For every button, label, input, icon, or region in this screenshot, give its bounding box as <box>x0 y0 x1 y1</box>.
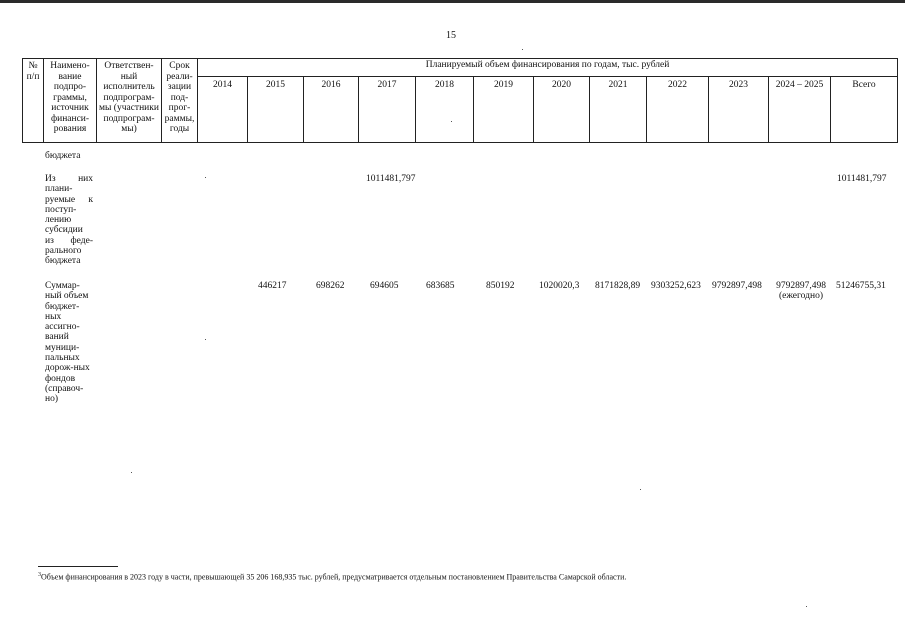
row-summary-2017: 694605 <box>370 281 399 291</box>
scan-speck <box>806 606 807 607</box>
scan-speck <box>205 177 206 178</box>
footnote-mark: 3 <box>38 572 41 578</box>
row-summary-2018: 683685 <box>426 281 455 291</box>
header-total: Всего <box>831 77 898 143</box>
row-summary-2019: 850192 <box>486 281 515 291</box>
row-summary-2016: 698262 <box>316 281 345 291</box>
scan-speck <box>522 49 523 50</box>
header-number: № п/п <box>23 59 44 143</box>
header-year-2023: 2023 <box>709 77 769 143</box>
row-subsidy-total: 1011481,797 <box>837 174 887 184</box>
row-summary-2024-2025-note: (ежегодно) <box>778 291 823 301</box>
header-year-2019: 2019 <box>474 77 534 143</box>
footnote-separator <box>38 566 118 567</box>
row-summary-2021: 8171828,89 <box>595 281 641 291</box>
header-year-2016: 2016 <box>304 77 359 143</box>
header-year-2015: 2015 <box>248 77 304 143</box>
header-year-2021: 2021 <box>590 77 647 143</box>
header-executor: Ответствен-ный исполнитель подпрограм-мы (участники подпрограм-мы) <box>97 59 162 143</box>
header-term: Срок реали-зации под-прог-раммы, годы <box>162 59 198 143</box>
header-year-2020: 2020 <box>534 77 590 143</box>
footnote <box>38 572 626 582</box>
row-summary-2024-2025-value: 9792897,498 <box>776 281 826 291</box>
header-year-2017: 2017 <box>359 77 416 143</box>
footnote-text: Объем финансирования в 2023 году в части, превышающей 35 206 168,935 тыс. рублей, предусматривается отдельным постановлением Правительства Самарской области. <box>41 572 627 582</box>
header-year-2024-2025: 2024 – 2025 <box>769 77 831 143</box>
row-summary-total: 51246755,31 <box>836 281 886 291</box>
row-summary-2022: 9303252,623 <box>651 281 701 291</box>
scan-speck <box>451 121 452 122</box>
scan-speck <box>131 472 132 473</box>
row-subsidy-2017: 1011481,797 <box>366 174 416 184</box>
row-subsidy-label: Из них плани-руемые к поступ-лению субсидии из феде-рального бюджета <box>45 174 93 267</box>
row-summary-2024-2025 <box>770 281 832 301</box>
top-border <box>0 0 905 3</box>
header-year-2014: 2014 <box>198 77 248 143</box>
row-summary-2023: 9792897,498 <box>712 281 762 291</box>
row-summary-label: Суммар-ный объем бюджет-ных ассигно-ваний муници-пальных дорож-ных фондов (справоч-но) <box>45 281 90 405</box>
scan-speck <box>205 339 206 340</box>
row-summary-2020: 1020020,3 <box>539 281 580 291</box>
header-year-2018: 2018 <box>416 77 474 143</box>
financing-table-header <box>22 58 898 143</box>
header-year-2022: 2022 <box>647 77 709 143</box>
header-financing-title: Планируемый объем финансирования по годам, тыс. рублей <box>198 59 898 77</box>
row-continued-label: бюджета <box>45 151 81 161</box>
header-subprogram-name: Наимено-вание подпро-граммы, источник финанси-рования <box>44 59 97 143</box>
row-summary-2015: 446217 <box>258 281 287 291</box>
scan-speck <box>640 489 641 490</box>
page-number: 15 <box>446 30 456 41</box>
